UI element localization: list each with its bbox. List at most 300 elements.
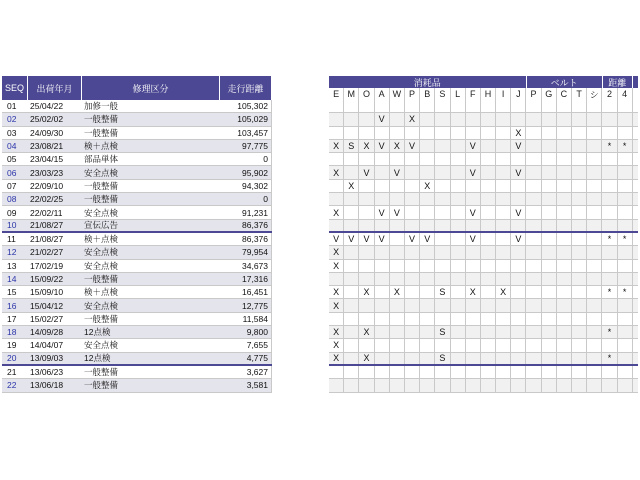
- grid-cell: [618, 260, 633, 272]
- cell-type: 安全点検: [84, 167, 119, 178]
- grid-cell: [587, 313, 602, 325]
- table-row[interactable]: [2, 193, 272, 206]
- grid-cell: [557, 273, 572, 285]
- cell-type: 検＋点検: [84, 287, 119, 298]
- grid-cell: S: [435, 326, 450, 338]
- grid-cell: V: [344, 233, 359, 245]
- grid-cell: [329, 193, 344, 205]
- grid-cell: [587, 353, 602, 364]
- grid-cell: [451, 339, 466, 351]
- grid-cell: [557, 180, 572, 192]
- grid-cell: [557, 153, 572, 165]
- grid-cell: [451, 233, 466, 245]
- grid-cell: [405, 366, 420, 378]
- grid-cell: [542, 127, 557, 139]
- grid-cell: [572, 273, 587, 285]
- table-row[interactable]: [2, 180, 272, 193]
- grid-cell: [344, 206, 359, 218]
- grid-cell: [587, 273, 602, 285]
- grid-cell: [618, 153, 633, 165]
- grid-cell: [405, 299, 420, 311]
- cell-type: 一般整備: [84, 180, 119, 191]
- grid-cell: [344, 273, 359, 285]
- grid-row: [329, 180, 638, 193]
- grid-cell: [618, 299, 633, 311]
- grid-cell: [405, 166, 420, 178]
- cell-date: 21/08/27: [30, 220, 64, 231]
- grid-cell: [405, 153, 420, 165]
- cell-type: 12点検: [84, 327, 111, 338]
- grid-cell: X: [359, 353, 374, 364]
- grid-cell: V: [466, 233, 481, 245]
- grid-cell: [329, 313, 344, 325]
- grid-cell: [587, 286, 602, 298]
- grid-cell: [496, 100, 511, 112]
- cell-type: 一般整備: [84, 194, 119, 205]
- grid-cell: V: [390, 206, 405, 218]
- grid-cell: [511, 193, 526, 205]
- grid-cell: [542, 353, 557, 364]
- grid-cell: [481, 206, 496, 218]
- table-row[interactable]: [2, 153, 272, 166]
- grid-cell: [587, 326, 602, 338]
- grid-cell: [359, 260, 374, 272]
- grid-cell: [420, 326, 435, 338]
- grid-cell: [344, 220, 359, 231]
- grid-cell: [618, 193, 633, 205]
- table-row[interactable]: [2, 113, 272, 126]
- grid-cell: *: [618, 286, 633, 298]
- cell-date: 13/06/23: [30, 367, 64, 378]
- grid-cell: [375, 180, 390, 192]
- group-distance: 距離: [603, 76, 633, 88]
- grid-cell: [405, 353, 420, 364]
- grid-cell: [435, 206, 450, 218]
- grid-cell: [602, 193, 617, 205]
- grid-cell: [557, 339, 572, 351]
- grid-cell: [572, 113, 587, 125]
- grid-cell: [390, 260, 405, 272]
- grid-cell: [329, 366, 344, 378]
- grid-row: [329, 246, 638, 259]
- grid-cell: [602, 206, 617, 218]
- table-row[interactable]: [2, 366, 272, 379]
- grid-cell: [526, 220, 541, 231]
- grid-cell: [496, 220, 511, 231]
- grid-cell: [572, 233, 587, 245]
- grid-cell: [572, 246, 587, 258]
- grid-cell: [420, 366, 435, 378]
- grid-cell: [511, 246, 526, 258]
- header-ship-date[interactable]: 出荷年月: [28, 76, 82, 100]
- cell-dist: 86,376: [220, 220, 272, 231]
- grid-cell: [451, 180, 466, 192]
- grid-cell: [405, 273, 420, 285]
- grid-cell: [496, 366, 511, 378]
- grid-row: [329, 140, 638, 153]
- grid-cell: [511, 366, 526, 378]
- table-row[interactable]: [2, 127, 272, 140]
- grid-cell: [572, 166, 587, 178]
- table-row[interactable]: [2, 206, 272, 219]
- cell-dist: 9,800: [220, 326, 272, 338]
- cell-date: 22/02/11: [30, 207, 63, 218]
- grid-row: [329, 127, 638, 140]
- cell-type: 安全点検: [84, 247, 119, 258]
- cell-dist: 0: [220, 193, 272, 205]
- table-row[interactable]: [2, 220, 272, 233]
- grid-cell: [405, 246, 420, 258]
- grid-cell: [420, 313, 435, 325]
- grid-cell: [375, 353, 390, 364]
- grid-cell: [329, 113, 344, 125]
- grid-cell: [481, 220, 496, 231]
- grid-cell: X: [359, 286, 374, 298]
- cell-seq: 17: [7, 313, 17, 324]
- grid-cell: [481, 313, 496, 325]
- grid-cell: [526, 379, 541, 391]
- column-header: G: [542, 88, 557, 100]
- grid-cell: V: [511, 206, 526, 218]
- grid-cell: [602, 246, 617, 258]
- grid-cell: [359, 180, 374, 192]
- grid-cell: [435, 233, 450, 245]
- grid-cell: [405, 313, 420, 325]
- cell-dist: 7,655: [220, 339, 272, 351]
- grid-cell: [375, 313, 390, 325]
- grid-cell: [451, 220, 466, 231]
- grid-cell: [329, 153, 344, 165]
- grid-cell: [496, 113, 511, 125]
- grid-cell: [557, 140, 572, 152]
- header-seq[interactable]: SEQ: [2, 76, 28, 100]
- grid-cell: [435, 140, 450, 152]
- table-row[interactable]: [2, 140, 272, 153]
- grid-cell: [526, 366, 541, 378]
- grid-cell: [602, 313, 617, 325]
- grid-cell: [405, 100, 420, 112]
- grid-cell: [481, 353, 496, 364]
- grid-cell: [375, 379, 390, 391]
- grid-cell: *: [602, 326, 617, 338]
- grid-cell: X: [511, 127, 526, 139]
- cell-type: 12点検: [84, 353, 111, 364]
- parts-grid-group-header: [329, 76, 638, 88]
- grid-cell: X: [329, 339, 344, 351]
- grid-cell: X: [466, 286, 481, 298]
- grid-cell: [526, 180, 541, 192]
- grid-cell: [557, 379, 572, 391]
- grid-cell: [618, 180, 633, 192]
- table-row[interactable]: [2, 260, 272, 273]
- grid-cell: [344, 326, 359, 338]
- grid-cell: [587, 140, 602, 152]
- grid-cell: [481, 273, 496, 285]
- grid-cell: [557, 193, 572, 205]
- grid-cell: [390, 326, 405, 338]
- grid-cell: [451, 246, 466, 258]
- grid-cell: [390, 113, 405, 125]
- grid-row: [329, 193, 638, 206]
- table-row[interactable]: [2, 166, 272, 179]
- cell-date: 25/04/22: [30, 101, 64, 112]
- grid-cell: [572, 220, 587, 231]
- grid-cell: [466, 353, 481, 364]
- grid-cell: [481, 193, 496, 205]
- grid-row: [329, 100, 638, 113]
- grid-cell: V: [511, 166, 526, 178]
- grid-cell: [420, 353, 435, 364]
- grid-cell: [557, 246, 572, 258]
- grid-cell: [390, 313, 405, 325]
- grid-cell: [390, 100, 405, 112]
- grid-cell: [618, 127, 633, 139]
- grid-cell: *: [618, 233, 633, 245]
- grid-cell: [359, 379, 374, 391]
- history-table: [2, 76, 272, 393]
- column-header: B: [420, 88, 435, 100]
- grid-cell: [572, 100, 587, 112]
- grid-cell: [602, 379, 617, 391]
- grid-cell: [466, 113, 481, 125]
- grid-cell: [375, 273, 390, 285]
- cell-dist: 103,457: [220, 127, 272, 139]
- grid-cell: [344, 286, 359, 298]
- cell-dist: 86,376: [220, 233, 272, 245]
- grid-cell: [451, 273, 466, 285]
- cell-dist: 79,954: [220, 246, 272, 258]
- grid-cell: [511, 153, 526, 165]
- grid-cell: [375, 299, 390, 311]
- cell-seq: 19: [7, 340, 17, 351]
- grid-cell: [557, 313, 572, 325]
- table-row[interactable]: [2, 100, 272, 113]
- grid-cell: [526, 140, 541, 152]
- grid-cell: [526, 339, 541, 351]
- grid-cell: [481, 140, 496, 152]
- grid-cell: [481, 127, 496, 139]
- cell-seq: 07: [7, 180, 17, 191]
- grid-cell: [435, 180, 450, 192]
- column-header: L: [451, 88, 466, 100]
- grid-cell: *: [618, 140, 633, 152]
- grid-cell: [542, 260, 557, 272]
- grid-cell: V: [405, 233, 420, 245]
- grid-cell: [587, 180, 602, 192]
- grid-cell: [542, 379, 557, 391]
- grid-cell: [496, 379, 511, 391]
- grid-cell: [390, 339, 405, 351]
- grid-cell: [359, 127, 374, 139]
- header-mileage[interactable]: 走行距離: [220, 76, 272, 100]
- grid-cell: [557, 326, 572, 338]
- grid-cell: [496, 233, 511, 245]
- grid-cell: [420, 299, 435, 311]
- grid-cell: [587, 127, 602, 139]
- cell-date: 13/06/18: [30, 380, 64, 391]
- table-row[interactable]: [2, 326, 272, 339]
- grid-cell: [435, 100, 450, 112]
- header-repair-type[interactable]: 修理区分: [82, 76, 220, 100]
- grid-cell: [375, 166, 390, 178]
- grid-cell: [451, 193, 466, 205]
- grid-cell: [572, 140, 587, 152]
- grid-cell: [542, 299, 557, 311]
- grid-cell: [526, 353, 541, 364]
- grid-cell: [390, 299, 405, 311]
- grid-cell: [420, 113, 435, 125]
- cell-seq: 15: [7, 287, 17, 298]
- grid-cell: [375, 286, 390, 298]
- cell-dist: 17,316: [220, 273, 272, 285]
- cell-date: 15/04/12: [30, 300, 64, 311]
- grid-cell: [496, 166, 511, 178]
- grid-cell: [435, 113, 450, 125]
- grid-cell: [435, 339, 450, 351]
- grid-cell: [451, 206, 466, 218]
- grid-cell: [435, 299, 450, 311]
- table-row[interactable]: [2, 379, 272, 392]
- grid-cell: [526, 260, 541, 272]
- cell-type: 検＋点検: [84, 141, 119, 152]
- grid-cell: [496, 140, 511, 152]
- grid-row: [329, 366, 638, 379]
- grid-cell: [557, 353, 572, 364]
- grid-cell: [496, 260, 511, 272]
- table-row[interactable]: [2, 299, 272, 312]
- grid-cell: [557, 299, 572, 311]
- cell-dist: 12,775: [220, 299, 272, 311]
- grid-cell: [496, 326, 511, 338]
- grid-cell: [511, 260, 526, 272]
- grid-cell: [557, 166, 572, 178]
- grid-cell: [466, 100, 481, 112]
- grid-cell: [466, 313, 481, 325]
- grid-cell: [375, 153, 390, 165]
- grid-cell: [451, 313, 466, 325]
- grid-cell: [451, 286, 466, 298]
- grid-cell: [390, 180, 405, 192]
- cell-seq: 05: [7, 154, 17, 165]
- grid-cell: [618, 353, 633, 364]
- table-row[interactable]: [2, 273, 272, 286]
- cell-type: 一般整備: [84, 114, 119, 125]
- grid-cell: [542, 366, 557, 378]
- grid-cell: [481, 286, 496, 298]
- grid-cell: [587, 246, 602, 258]
- column-header: O: [359, 88, 374, 100]
- grid-cell: [329, 127, 344, 139]
- grid-cell: [572, 193, 587, 205]
- grid-cell: V: [466, 140, 481, 152]
- grid-cell: [511, 379, 526, 391]
- grid-cell: [375, 366, 390, 378]
- grid-cell: [572, 366, 587, 378]
- grid-cell: [542, 153, 557, 165]
- grid-cell: [618, 339, 633, 351]
- grid-cell: [466, 153, 481, 165]
- grid-cell: V: [375, 140, 390, 152]
- grid-cell: [572, 299, 587, 311]
- grid-cell: [481, 166, 496, 178]
- grid-cell: [481, 233, 496, 245]
- table-row[interactable]: [2, 313, 272, 326]
- cell-dist: 3,627: [220, 366, 272, 378]
- grid-cell: [542, 273, 557, 285]
- grid-cell: [542, 246, 557, 258]
- grid-cell: [451, 127, 466, 139]
- column-header: F: [466, 88, 481, 100]
- table-row[interactable]: [2, 246, 272, 259]
- grid-cell: [542, 326, 557, 338]
- grid-cell: [405, 339, 420, 351]
- grid-cell: [511, 220, 526, 231]
- column-header: T: [572, 88, 587, 100]
- grid-cell: [405, 326, 420, 338]
- table-row[interactable]: [2, 286, 272, 299]
- grid-cell: [420, 220, 435, 231]
- grid-cell: [420, 193, 435, 205]
- grid-cell: [344, 339, 359, 351]
- column-header: I: [496, 88, 511, 100]
- grid-cell: [526, 246, 541, 258]
- cell-type: 加修一般: [84, 101, 119, 112]
- grid-cell: [511, 113, 526, 125]
- grid-cell: [405, 260, 420, 272]
- cell-type: 部品単体: [84, 154, 119, 165]
- cell-date: 15/09/10: [30, 287, 64, 298]
- grid-cell: [557, 233, 572, 245]
- grid-cell: V: [359, 166, 374, 178]
- cell-seq: 03: [7, 127, 17, 138]
- grid-cell: [451, 299, 466, 311]
- grid-row: [329, 260, 638, 273]
- grid-cell: [390, 379, 405, 391]
- table-row[interactable]: [2, 233, 272, 246]
- grid-cell: [511, 353, 526, 364]
- grid-cell: [496, 206, 511, 218]
- grid-cell: [451, 260, 466, 272]
- column-header: P: [526, 88, 541, 100]
- grid-cell: [511, 313, 526, 325]
- grid-cell: [602, 339, 617, 351]
- grid-cell: [481, 379, 496, 391]
- grid-cell: [572, 313, 587, 325]
- history-table-header: [2, 76, 272, 100]
- column-header: H: [481, 88, 496, 100]
- grid-row: [329, 206, 638, 219]
- grid-cell: X: [344, 180, 359, 192]
- grid-cell: [557, 113, 572, 125]
- grid-cell: [511, 286, 526, 298]
- cell-type: 検＋点検: [84, 234, 119, 245]
- grid-cell: [390, 153, 405, 165]
- grid-cell: [572, 339, 587, 351]
- grid-cell: [390, 366, 405, 378]
- grid-cell: [572, 206, 587, 218]
- grid-cell: [344, 166, 359, 178]
- grid-cell: X: [420, 180, 435, 192]
- grid-cell: [420, 127, 435, 139]
- grid-cell: [466, 366, 481, 378]
- table-row[interactable]: [2, 339, 272, 352]
- table-row[interactable]: [2, 353, 272, 366]
- column-header: W: [390, 88, 405, 100]
- cell-type: 安全点検: [84, 260, 119, 271]
- grid-cell: [572, 353, 587, 364]
- grid-cell: [542, 113, 557, 125]
- grid-cell: [375, 127, 390, 139]
